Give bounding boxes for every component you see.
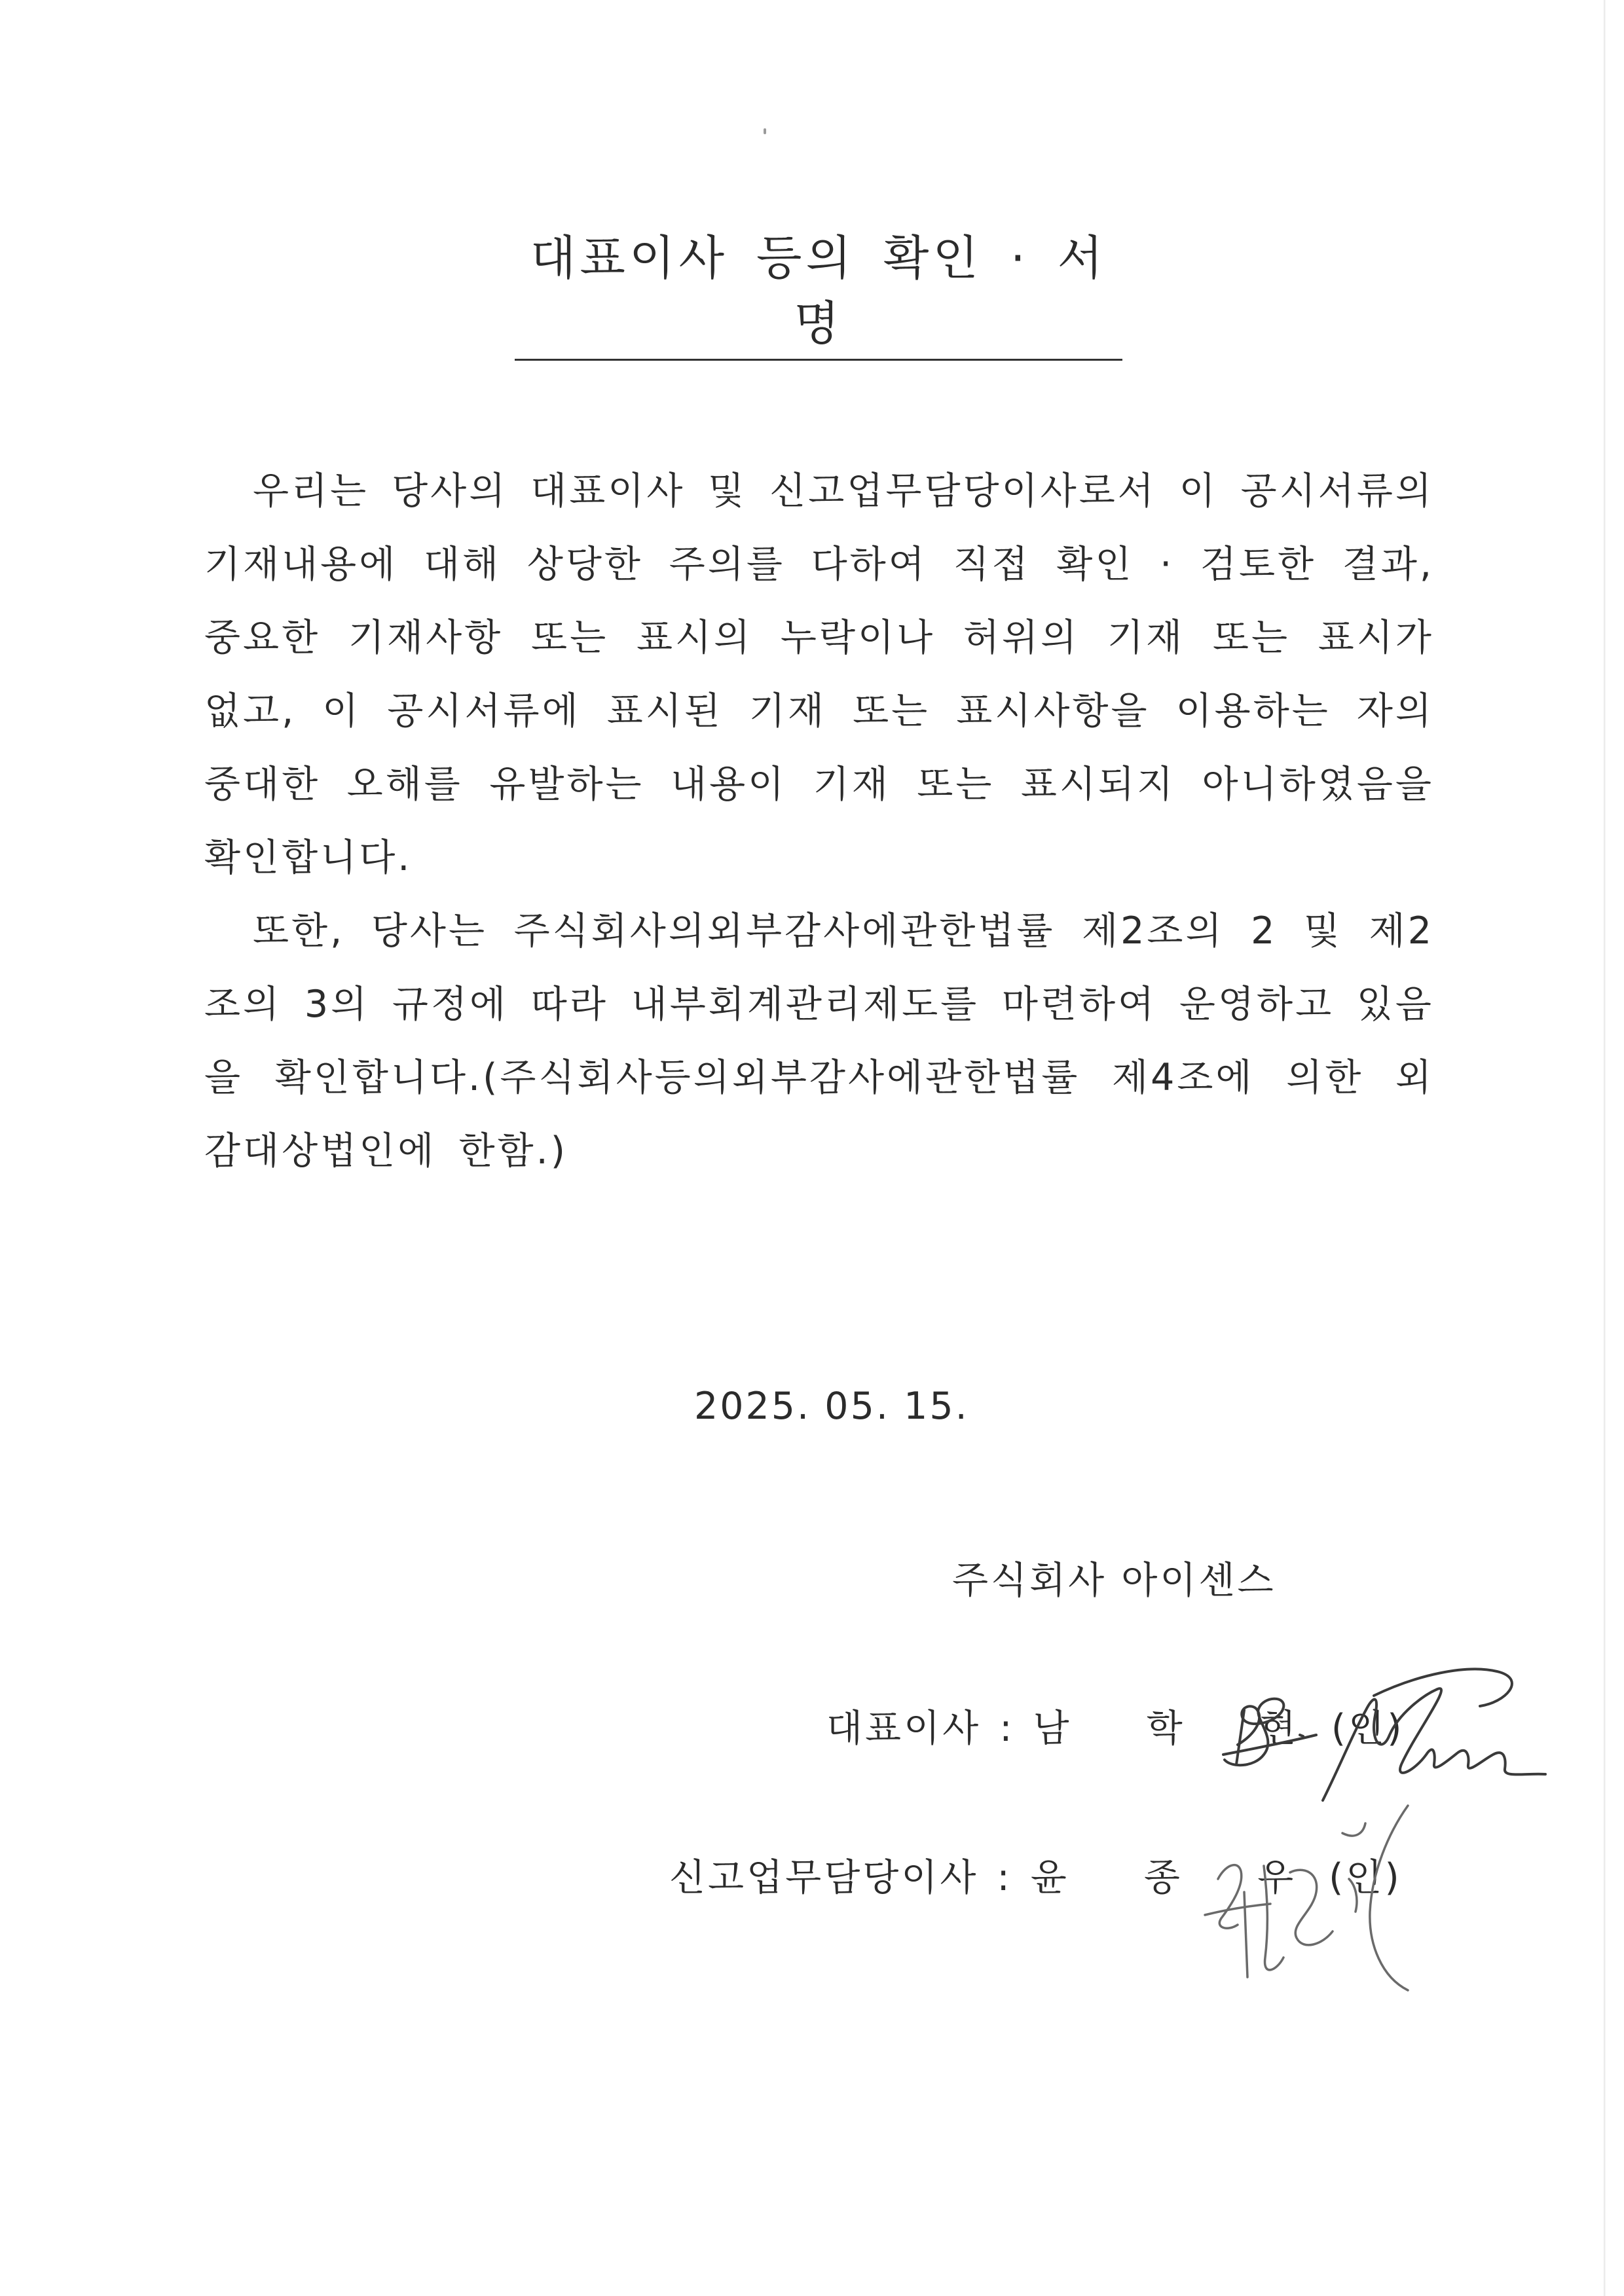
reporting-director-colon: : — [997, 1856, 1012, 1899]
paragraph-confirmation: 우리는 당사의 대표이사 및 신고업무담당이사로서 이 공시서류의 기재내용에 대해 상당한 주의를 다하여 직접 확인 · 검토한 결과, 중요한 기재사항 또는 표시의 누락이나 허위의 기재 또는 표시가 없고, 이 공시서류에 표시된 기재 또는 표시사항을 이용하는 자의 중대한 오해를 유발하는 내용이 기재 또는 표시되지 아니하였음을 확인합니다. — [204, 469, 1434, 879]
reporting-director-role: 신고업무담당이사 — [669, 1856, 979, 1899]
reporting-director-name: 윤 종 우 — [1030, 1856, 1327, 1899]
reporting-director-signature-line — [669, 1851, 1402, 1904]
ceo-seal-mark: (인) — [1331, 1707, 1405, 1750]
reporting-director-seal-mark: (인) — [1329, 1856, 1402, 1899]
document-date: 2025. 05. 15. — [694, 1385, 969, 1428]
paragraph-internal-control: 또한, 당사는 주식회사의외부감사에관한법률 제2조의 2 및 제2조의 3의 규정에 따라 내부회계관리제도를 마련하여 운영하고 있음을 확인합니다.(주식회사등의외부감사에관한법률 제4조에 의한 외감대상법인에 한함.) — [204, 909, 1434, 1173]
document-title: 대표이사 등의 확인 · 서명 — [515, 225, 1122, 361]
ceo-role: 대표이사 — [826, 1707, 982, 1750]
document-body — [204, 454, 1434, 1188]
ceo-name: 남 학 현 — [1033, 1707, 1329, 1750]
ceo-colon: : — [999, 1707, 1015, 1750]
page-edge — [1604, 0, 1606, 2296]
ceo-signature-line — [826, 1702, 1404, 1755]
scan-speck — [764, 128, 766, 134]
company-name: 주식회사 아이센스 — [952, 1559, 1276, 1602]
